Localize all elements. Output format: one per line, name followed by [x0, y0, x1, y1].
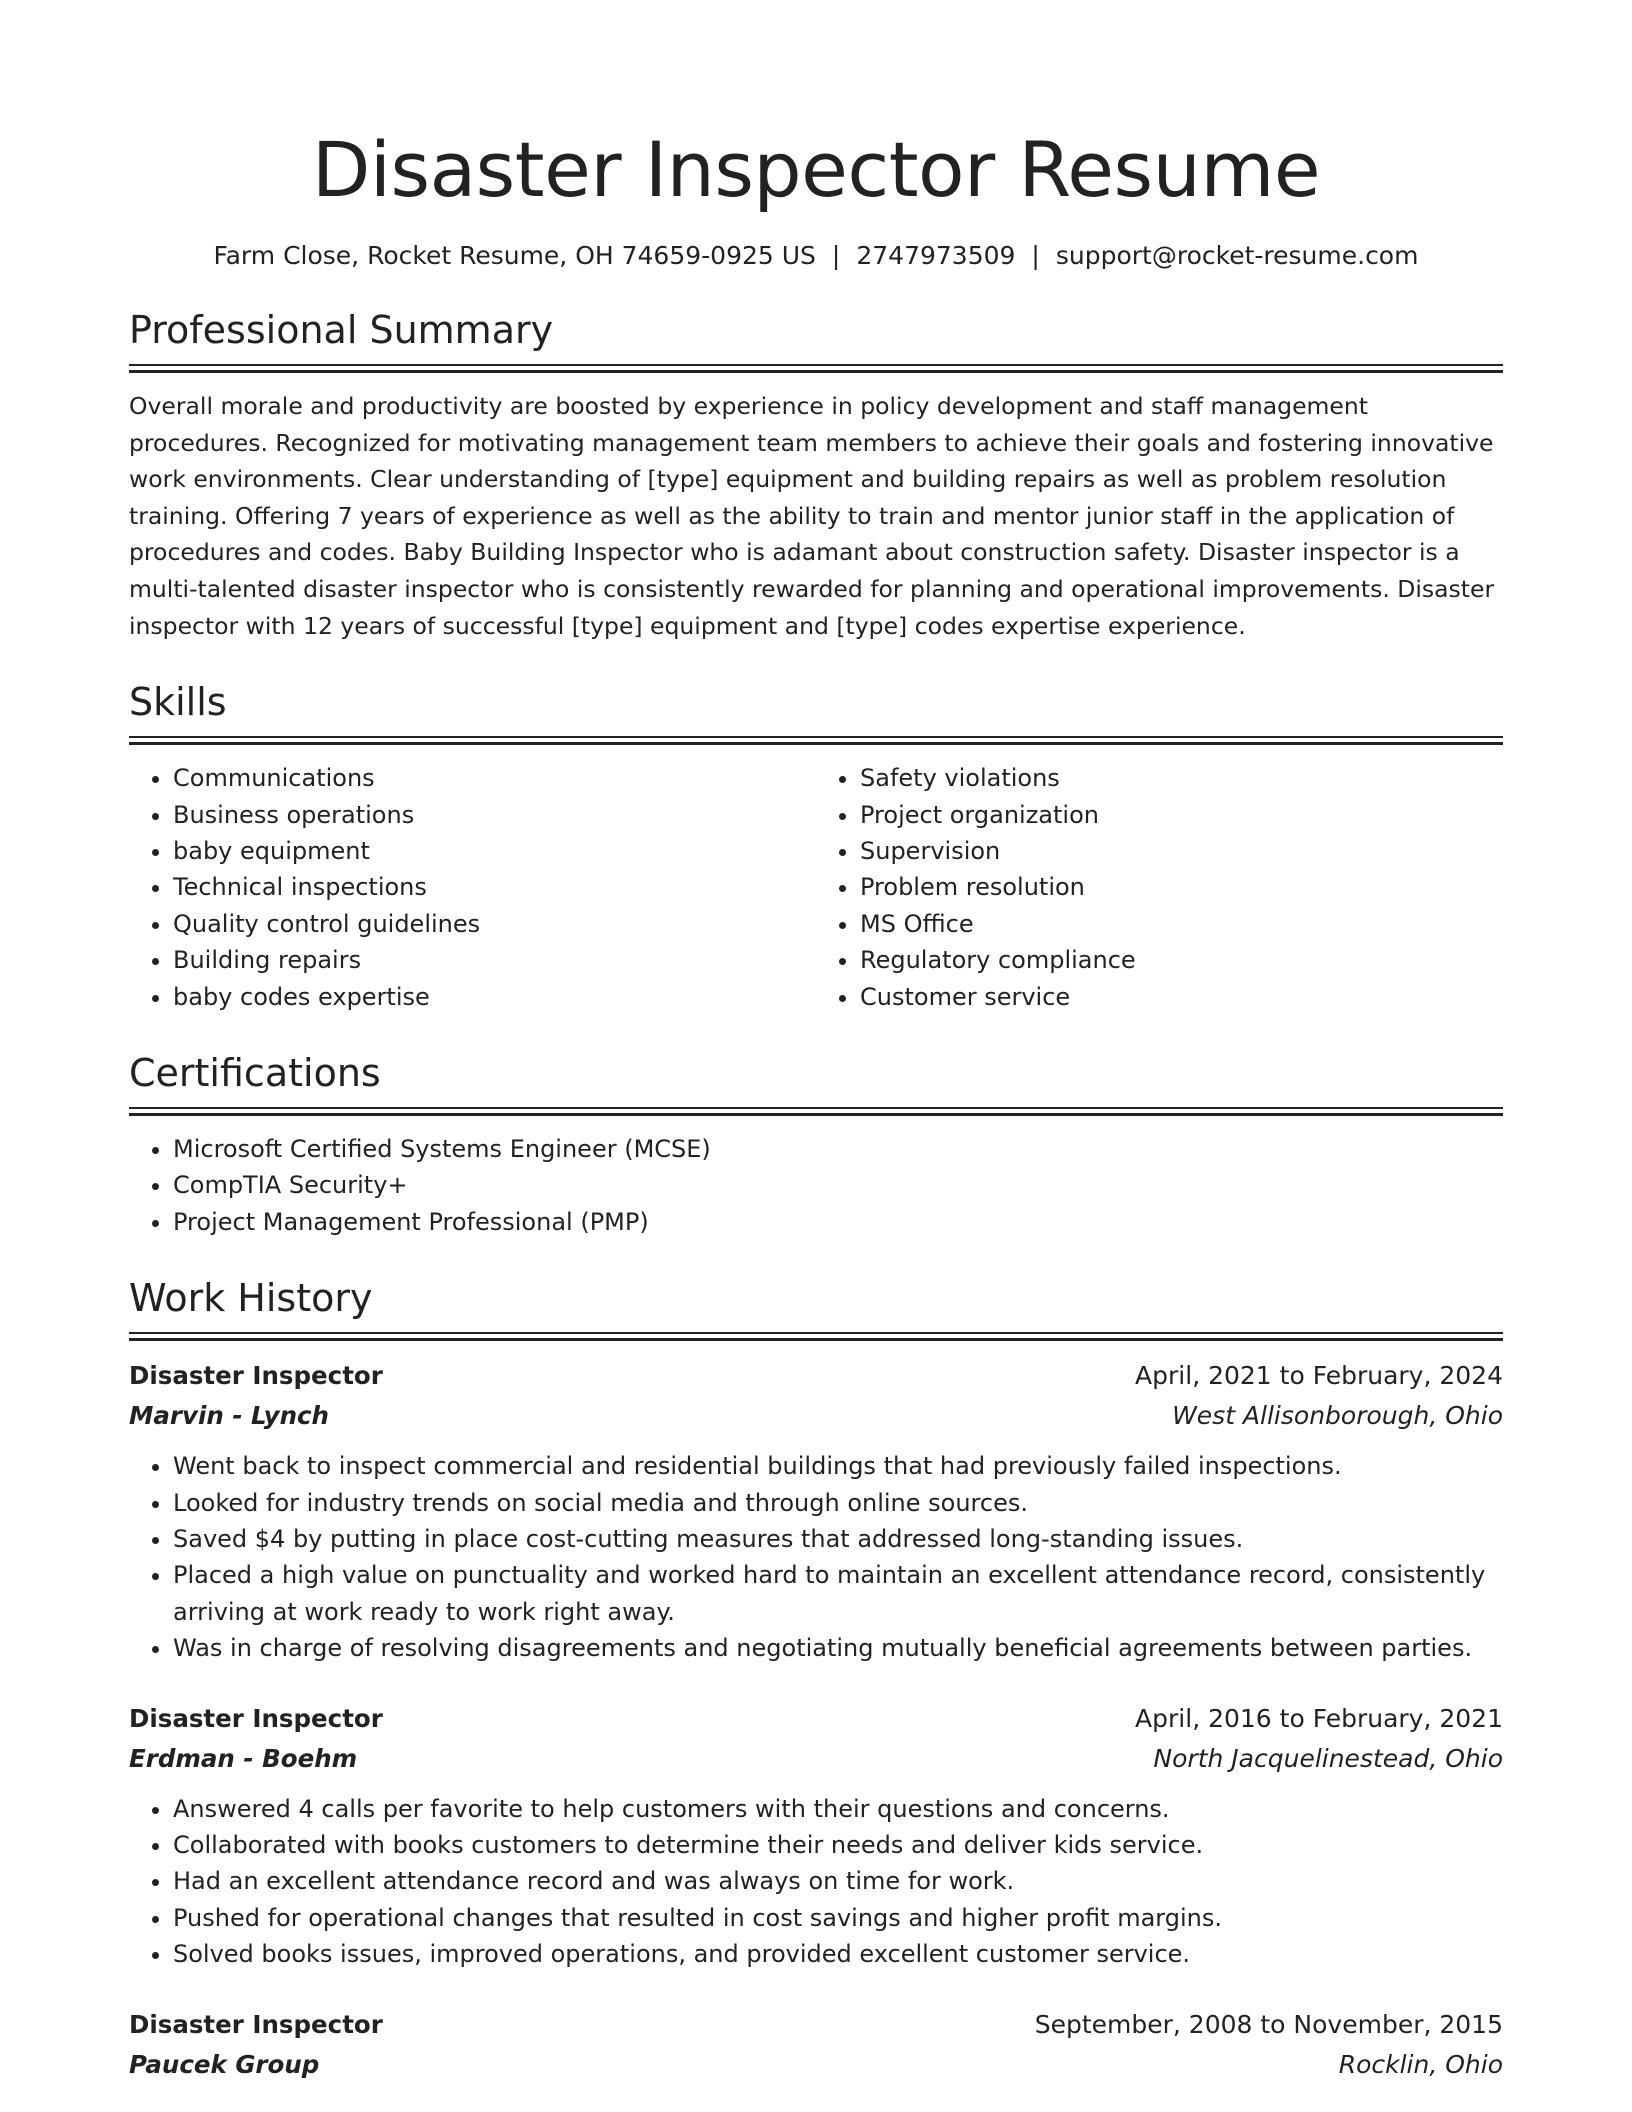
contact-address: Farm Close, Rocket Resume, OH 74659-0925 US — [213, 241, 816, 270]
job-entry — [129, 2005, 1503, 2085]
job-bullet: • Looked for industry trends on social media and through online sources. — [173, 1485, 1503, 1521]
job-title: Disaster Inspector — [129, 2009, 383, 2039]
job-title: Disaster Inspector — [129, 1703, 383, 1733]
job-location: Rocklin, Ohio — [1338, 2049, 1503, 2079]
section-heading-text: Certifications — [129, 1051, 381, 1095]
job-entry — [129, 1356, 1503, 1666]
job-bullet: • Had an excellent attendance record and was always on time for work. — [173, 1863, 1503, 1899]
section-heading-text: Professional Summary — [129, 308, 554, 352]
skills-list — [129, 760, 1503, 1015]
job-dates: September, 2008 to November, 2015 — [1034, 2009, 1503, 2039]
skill-item: • Supervision — [860, 833, 1503, 869]
section-heading-certifications — [129, 1049, 1503, 1123]
skill-item: • Business operations — [173, 797, 816, 833]
job-bullet: • Answered 4 calls per favorite to help customers with their questions and concerns. — [173, 1791, 1503, 1827]
job-header-row — [129, 1356, 1503, 1396]
summary-paragraph: Overall morale and productivity are boosted by experience in policy development and staff management procedures. Recognized for motivating management team members to achieve their goals and fostering innovative work environments. Clear understanding of [type] equipment and building repairs as well as problem resolution training. Offering 7 years of experience as well as the ability to train and mentor junior staff in the application of procedures and codes. Baby Building Inspector who is adamant about construction safety. Disaster inspector is a multi-talented disaster inspector who is consistently rewarded for planning and operational improvements. Disaster inspector with 12 years of successful [type] equipment and [type] codes expertise experience. — [129, 392, 1495, 640]
job-company: Erdman - Boehm — [129, 1743, 358, 1773]
job-bullet: • Solved books issues, improved operations, and provided excellent customer service. — [173, 1936, 1503, 1972]
skill-item: • baby equipment — [173, 833, 816, 869]
page-title: Disaster Inspector Resume — [311, 125, 1321, 214]
contact-line — [129, 240, 1503, 272]
certification-item: • CompTIA Security+ — [173, 1167, 1503, 1203]
skills-column-left — [129, 760, 816, 1015]
job-bullets — [129, 1448, 1503, 1666]
skill-item: • Project organization — [860, 797, 1503, 833]
skill-item: • Building repairs — [173, 942, 816, 978]
job-header-row — [129, 2005, 1503, 2045]
certification-item: • Project Management Professional (PMP) — [173, 1204, 1503, 1240]
certification-item: • Microsoft Certified Systems Engineer (MCSE) — [173, 1131, 1503, 1167]
job-company: Paucek Group — [129, 2049, 320, 2079]
skill-item: • MS Office — [860, 906, 1503, 942]
certifications-list — [129, 1131, 1503, 1240]
contact-separator: | — [831, 241, 841, 270]
job-bullet: • Saved $4 by putting in place cost-cutting measures that addressed long-standing issues. — [173, 1521, 1503, 1557]
job-entry — [129, 1699, 1503, 1973]
job-bullet: • Collaborated with books customers to determine their needs and deliver kids service. — [173, 1827, 1503, 1863]
job-dates: April, 2021 to February, 2024 — [1135, 1361, 1503, 1391]
job-bullet: • Went back to inspect commercial and residential buildings that had previously failed inspections. — [173, 1448, 1503, 1484]
section-heading-work-history — [129, 1274, 1503, 1348]
job-title: Disaster Inspector — [129, 1361, 383, 1391]
job-dates: April, 2016 to February, 2021 — [1135, 1703, 1503, 1733]
contact-phone: 2747973509 — [856, 241, 1016, 270]
contact-separator: | — [1031, 241, 1040, 270]
skill-item: • Customer service — [860, 979, 1503, 1015]
job-header-row — [129, 1699, 1503, 1739]
skill-item: • Problem resolution — [860, 869, 1503, 905]
skill-item: • Communications — [173, 760, 816, 796]
section-heading-text: Skills — [129, 680, 227, 725]
job-bullets — [129, 1791, 1503, 1973]
job-subheader-row — [129, 1396, 1503, 1436]
job-bullet: • Pushed for operational changes that resulted in cost savings and higher profit margins. — [173, 1900, 1503, 1936]
job-location: West Allisonborough, Ohio — [1172, 1401, 1503, 1431]
contact-email[interactable]: support@rocket-resume.com — [1055, 241, 1419, 270]
job-company: Marvin - Lynch — [129, 1401, 329, 1431]
skill-item: • Technical inspections — [173, 869, 816, 905]
skill-item: • Quality control guidelines — [173, 906, 816, 942]
job-bullet: • Was in charge of resolving disagreements and negotiating mutually beneficial agreements between parties. — [173, 1630, 1503, 1666]
job-location: North Jacquelinestead, Ohio — [1153, 1743, 1503, 1773]
job-subheader-row — [129, 2045, 1503, 2085]
section-heading-summary — [129, 306, 1503, 380]
job-bullet: • Placed a high value on punctuality and worked hard to maintain an excellent attendance record, consistently arriving at work ready to work right away. — [173, 1557, 1503, 1630]
skill-item: • Safety violations — [860, 760, 1503, 796]
section-heading-skills — [129, 678, 1503, 752]
skills-column-right — [816, 760, 1503, 1015]
section-heading-text: Work History — [129, 1276, 373, 1321]
job-subheader-row — [129, 1739, 1503, 1779]
skill-item: • baby codes expertise — [173, 979, 816, 1015]
skill-item: • Regulatory compliance — [860, 942, 1503, 978]
